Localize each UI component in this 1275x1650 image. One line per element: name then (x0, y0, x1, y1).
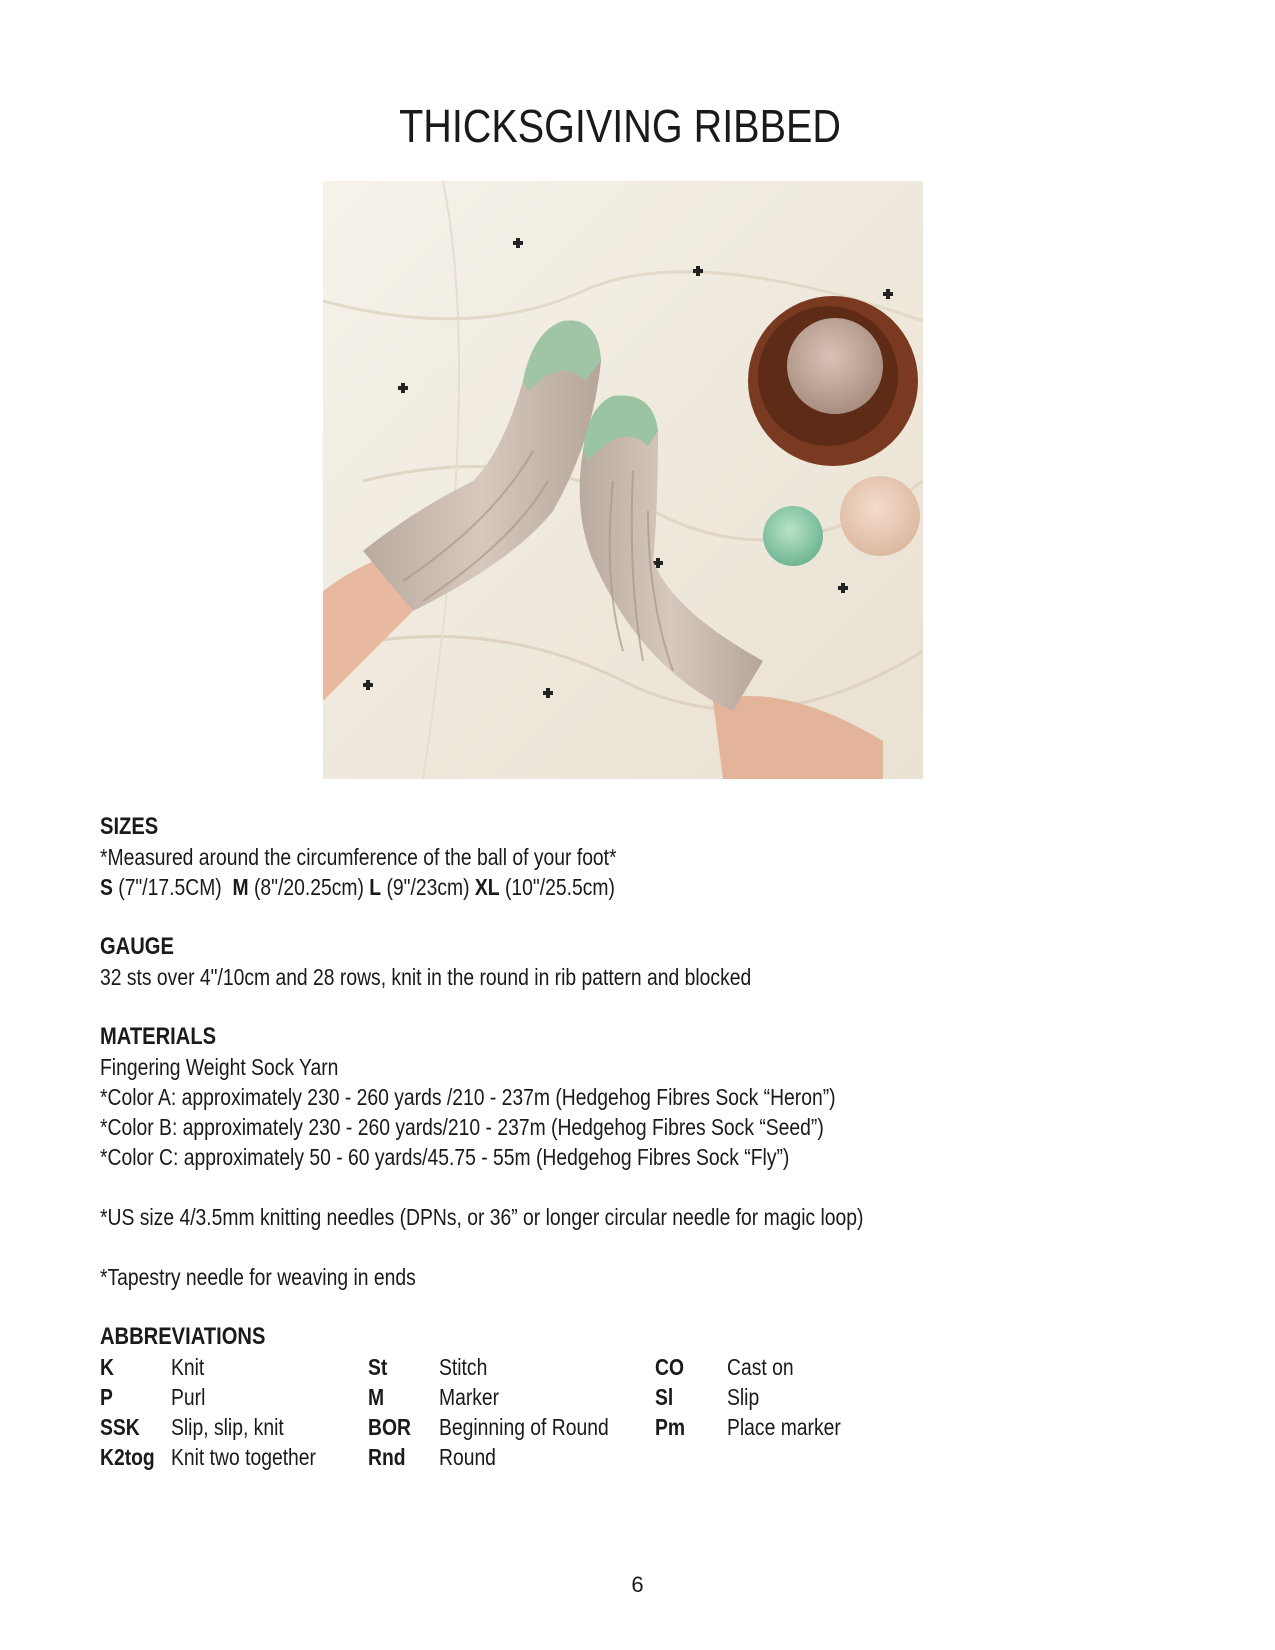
size-value: (9"/23cm) (386, 874, 470, 900)
abbr-meaning: Beginning of Round (439, 1414, 609, 1440)
abbr-meaning: Slip, slip, knit (171, 1414, 284, 1440)
abbr-meaning: Cast on (727, 1354, 794, 1380)
sizes-heading: SIZES (100, 813, 159, 840)
abbr-term: Pm (655, 1414, 686, 1440)
abbr-term: M (368, 1384, 385, 1410)
abbr-meaning: Knit two together (171, 1444, 316, 1470)
size-value: (8"/20.25cm) (253, 874, 364, 900)
size-code: L (369, 874, 382, 900)
size-value: (7"/17.5CM) (118, 874, 222, 900)
size-code: S (100, 874, 113, 900)
socks-photo (323, 181, 923, 779)
page-number: 6 (631, 1572, 644, 1597)
abbr-term: K (100, 1354, 114, 1380)
materials-line: *Color A: approximately 230 - 260 yards /210 - 237m (Hedgehog Fibres Sock “Heron”) (100, 1084, 836, 1110)
abbr-term: Rnd (368, 1444, 406, 1470)
abbr-meaning: Marker (439, 1384, 500, 1410)
abbr-term: St (368, 1354, 388, 1380)
abbr-meaning: Place marker (727, 1414, 841, 1440)
abbreviations-heading: ABBREVIATIONS (100, 1323, 266, 1350)
materials-line: Fingering Weight Sock Yarn (100, 1054, 339, 1080)
abbr-term: CO (655, 1354, 684, 1380)
abbr-meaning: Round (439, 1444, 496, 1470)
sizes-list (100, 872, 1200, 902)
needles-line: *US size 4/3.5mm knitting needles (DPNs, or 36” or longer circular needle for magic loop) (100, 1204, 864, 1230)
abbr-term: K2tog (100, 1444, 155, 1470)
abbr-term: BOR (368, 1414, 411, 1440)
abbr-term: SSK (100, 1414, 140, 1440)
sizes-note: *Measured around the circumference of the ball of your foot* (100, 844, 617, 870)
pattern-details (100, 812, 1200, 1482)
abbr-meaning: Knit (171, 1354, 205, 1380)
abbr-term: P (100, 1384, 113, 1410)
abbr-meaning: Stitch (439, 1354, 488, 1380)
materials-line: *Color B: approximately 230 - 260 yards/210 - 237m (Hedgehog Fibres Sock “Seed”) (100, 1114, 824, 1140)
gauge-text: 32 sts over 4"/10cm and 28 rows, knit in the round in rib pattern and blocked (100, 964, 752, 990)
materials-line: *Color C: approximately 50 - 60 yards/45.75 - 55m (Hedgehog Fibres Sock “Fly”) (100, 1144, 790, 1170)
abbr-term: Sl (655, 1384, 674, 1410)
size-value: (10"/25.5cm) (504, 874, 615, 900)
page-title: THICKSGIVING RIBBED (399, 100, 841, 152)
materials-heading: MATERIALS (100, 1023, 217, 1050)
size-code: M (232, 874, 249, 900)
abbr-meaning: Purl (171, 1384, 206, 1410)
tapestry-line: *Tapestry needle for weaving in ends (100, 1264, 416, 1290)
abbr-meaning: Slip (727, 1384, 760, 1410)
gauge-heading: GAUGE (100, 933, 174, 960)
abbreviations-table (100, 1352, 1200, 1482)
size-code: XL (474, 874, 500, 900)
